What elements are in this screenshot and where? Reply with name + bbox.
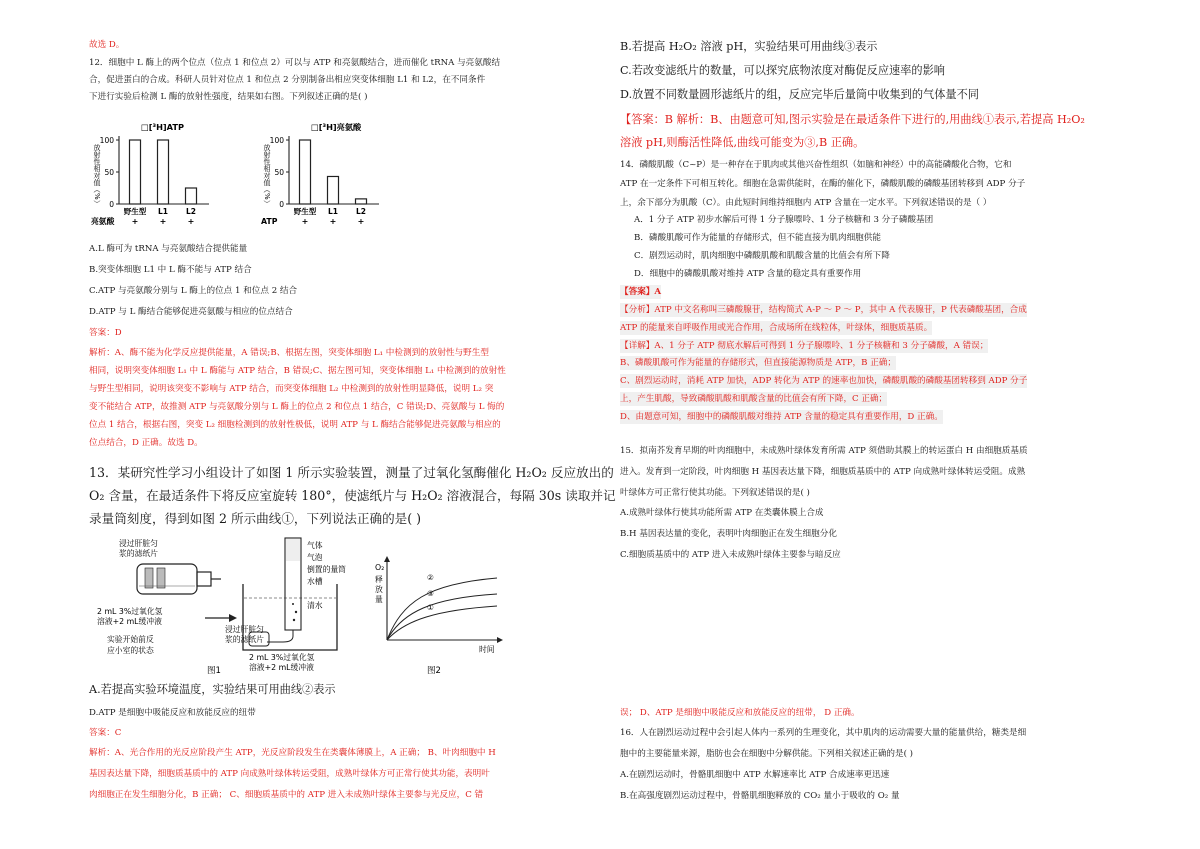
fig1-solution-label: 溶液+2 mL缓冲液: [97, 617, 162, 626]
fig1-arrow-head: [229, 614, 237, 622]
category-label: L1: [158, 207, 168, 216]
q15-stem-line: 15．拟南芥发育早期的叶肉细胞中，未成熟叶绿体发育所需 ATP 须借助其膜上的转运蛋白 H 由细胞质基质: [620, 446, 1028, 456]
q12-analysis-line: 变不能结合 ATP，故推测 ATP 与亮氨酸分别与 L 酶上的位点 2 和位点 1 结合，C 错误;D、亮氨酸与 L 悔的: [89, 402, 505, 412]
q12-stem-line: 合，促进蛋白的合成。科研人员针对位点 1 和位点 2 分别制备出相应突变体细胞 L1 和 L2，在不同条件: [89, 75, 486, 85]
row-mark: +: [329, 217, 337, 226]
q13-analysis-line: 基因表达量下降，细胞质基质中的 ATP 向成熟叶绿体转运受阻，成熟叶绿体方可正常行使其功能，表明叶: [89, 769, 490, 779]
fig1-right-label: 倒置的量筒: [307, 565, 346, 574]
bar: [158, 140, 169, 204]
q13-stem-line: O₂ 含量，在最适条件下将反应室旋转 180°，使滤纸片与 H₂O₂ 溶液混合，每隔 30s 读取并记: [89, 488, 616, 503]
category-label: L1: [328, 207, 338, 216]
row-mark: +: [159, 217, 167, 226]
q14-option-c: C．剧烈运动时，肌肉细胞中磷酸肌酸和肌酸含量的比值会有所下降: [634, 251, 890, 261]
q14-stem-line: 上，余下部分为肌酸（C）。由此短时间维持细胞内 ATP 含量在一定水平。下列叙述错误的是（ ）: [620, 198, 992, 208]
fig2-curve-label: ②: [427, 573, 434, 582]
fig2-curve-label: ③: [427, 589, 434, 598]
q12-bar-charts: [89, 118, 419, 238]
bar: [130, 140, 141, 204]
q14-analysis-line: B、磷酸肌酸可作为能量的存储形式，但直接能源物质是 ATP，B 正确；: [620, 358, 896, 368]
fig2-ylabel: O₂: [375, 563, 385, 572]
category-label: L2: [356, 207, 366, 216]
q12-answer: 答案：D: [89, 328, 122, 338]
bar: [186, 188, 197, 204]
bar: [356, 199, 367, 204]
fig2-curve-plot: [384, 556, 503, 643]
fig2-ylabel: 释: [375, 575, 383, 584]
fig1-right-label: 水槽: [307, 577, 323, 586]
q12-option-a: A.L 酶可为 tRNA 与亮氨酸结合提供能量: [89, 244, 248, 254]
q12-analysis-line: 位点 1 结合，根据右图，突变 L₂ 细胞检测到的放射性极低，说明 ATP 与 L 酶结合能够促进亮氨酸与相应的: [89, 420, 501, 430]
row-mark: +: [301, 217, 309, 226]
q13-answer: 答案：C: [89, 728, 122, 738]
row-label: ATP: [261, 217, 278, 226]
y-tick-label: 0: [109, 200, 114, 209]
q14-analysis-line: 上，产生肌酸，导致磷酸肌酸和肌酸含量的比值会有所下降，C 正确；: [620, 394, 888, 404]
q12-analysis-line: 位点结合，D 正确。故选 D。: [89, 438, 203, 448]
q12-analysis-line: 解析：A、酶不能为化学反应提供能量，A 错误;B、根据左图，突变体细胞 L₁ 中检测到的放射性与野生型: [89, 348, 489, 358]
q14-stem-line: 14．磷酸肌酸（C~P）是一种存在于肌肉或其他兴奋性组织（如脑和神经）中的高能磷酸化合物，它和: [620, 160, 1012, 170]
q16-option-b: B.在高强度剧烈运动过程中，骨骼肌细胞释放的 CO₂ 量小于吸收的 O₂ 量: [620, 791, 900, 801]
y-tick-label: 0: [279, 200, 284, 209]
q16-stem-line: 胞中的主要能量来源，脂肪也会在细胞中分解供能。下列相关叙述正确的是( ): [620, 749, 914, 759]
q12-stem-line: 12．细胞中 L 酶上的两个位点（位点 1 和位点 2）可以与 ATP 和亮氨酸结合，进而催化 tRNA 与亮氨酸结: [89, 58, 501, 68]
y-tick-label: 50: [104, 168, 114, 177]
fig2-xlabel: 时间: [479, 645, 495, 654]
q14-analysis-line: C、剧烈运动时，消耗 ATP 加快，ADP 转化为 ATP 的速率也加快，磷酸肌酸的磷酸基团转移到 ADP 分子: [620, 376, 1028, 386]
row-label: 亮氨酸: [91, 217, 115, 226]
fig1-right-label: 气泡: [307, 553, 323, 562]
q13-option-c: C.若改变滤纸片的数量，可以探究底物浓度对酶促反应速率的影响: [620, 64, 945, 77]
y-tick-label: 100: [269, 136, 284, 145]
category-label: L2: [186, 207, 196, 216]
q15-option-a: A.成熟叶绿体行使其功能所需 ATP 在类囊体膜上合成: [620, 508, 824, 518]
q15-option-c: C.细胞质基质中的 ATP 进入未成熟叶绿体主要参与暗反应: [620, 550, 841, 560]
q14-stem-line: ATP 在一定条件下可相互转化。细胞在急需供能时，在酶的催化下，磷酸肌酸的磷酸基团转移到 ADP 分子: [620, 179, 1026, 189]
q14-answer: 【答案】A: [620, 287, 662, 297]
q12-option-c: C.ATP 与亮氨酸分别与 L 酶上的位点 1 和位点 2 结合: [89, 286, 298, 296]
q13-stem-line: 13．某研究性学习小组设计了如图 1 所示实验装置，测量了过氧化氢酶催化 H₂O₂ 反应放出的: [89, 465, 614, 480]
q13-figures: [97, 532, 527, 677]
q15-analysis-tail: 误； D、ATP 是细胞中吸能反应和放能反应的纽带， D 正确。: [620, 708, 860, 718]
prev-answer-tail: 故选 D。: [89, 40, 125, 50]
q14-analysis-line: D、由题意可知，细胞中的磷酸肌酸对维持 ATP 含量的稳定具有重要作用，D 正确。: [620, 412, 943, 422]
q13-option-d: D.ATP 是细胞中吸能反应和放能反应的纽带: [89, 708, 256, 718]
fig1-caption: 图1: [207, 666, 221, 676]
row-mark: +: [187, 217, 195, 226]
q14-option-a: A．1 分子 ATP 初步水解后可得 1 分子腺嘌呤、1 分子核糖和 3 分子磷酸基团: [634, 215, 934, 225]
q13-analysis-line: 解析：A、光合作用的光反应阶段产生 ATP，光反应阶段发生在类囊体薄膜上，A 正确； B、叶肉细胞中 H: [89, 748, 496, 758]
q13-option-a: A.若提高实验环境温度，实验结果可用曲线②表示: [89, 683, 336, 696]
q13-answer-right: 溶液 pH,则酶活性降低,曲线可能变为③,B 正确。: [620, 136, 865, 149]
bar: [300, 140, 311, 204]
y-tick-label: 100: [99, 136, 114, 145]
fig1-state-label: 应小室的状态: [107, 646, 154, 655]
q12-stem-line: 下进行实验后检测 L 酶的放射性强度，结果如右图。下列叙述正确的是( ): [89, 92, 368, 102]
y-axis-label: 放射性相对值（%）: [93, 144, 101, 207]
q15-option-b: B.H 基因表达量的变化，表明叶肉细胞正在发生细胞分化: [620, 529, 837, 539]
q12-option-d: D.ATP 与 L 酶结合能够促进亮氨酸与相应的位点结合: [89, 307, 293, 317]
row-mark: +: [131, 217, 139, 226]
fig2-ylabel: 量: [375, 595, 383, 604]
fig1-right-label: 气体: [307, 541, 323, 550]
bar: [328, 176, 339, 204]
q14-option-d: D．细胞中的磷酸肌酸对维持 ATP 含量的稳定具有重要作用: [634, 269, 862, 279]
y-axis-label: 放射性相对值（%）: [263, 144, 271, 207]
q14-analysis-line: ATP 的能量来自呼吸作用或光合作用，合成场所在线粒体，叶绿体，细胞质基质。: [620, 323, 933, 333]
q12-analysis-line: 相同，说明突变体细胞 L₁ 中 L 酶能与 ATP 结合，B 错误;C、据左图可知，突变体细胞 L₁ 中检测到的放射性: [89, 366, 506, 376]
fig1-inner-solution: 溶液+2 mL缓冲液: [249, 663, 314, 672]
row-mark: +: [357, 217, 365, 226]
q12-analysis-line: 与野生型相同，说明该突变不影响与 ATP 结合，而突变体细胞 L₂ 中检测到的放射性明显降低，说明 L₂ 突: [89, 384, 494, 394]
fig1-filter-label: 浸过肝脏匀: [119, 539, 158, 548]
chart-legend: □[³H]亮氨酸: [311, 122, 362, 132]
q13-option-b: B.若提高 H₂O₂ 溶液 pH，实验结果可用曲线③表示: [620, 40, 878, 53]
q13-answer-right: 【答案：B 解析：B、由题意可知,图示实验是在最适条件下进行的,用曲线①表示,若提高 H₂O₂: [620, 113, 1085, 126]
q14-analysis-line: 【详解】A、1 分子 ATP 彻底水解后可得到 1 分子腺嘌呤、1 分子核糖和 3 分子磷酸，A 错误；: [620, 341, 989, 351]
chart-legend: □[³H]ATP: [141, 122, 184, 132]
q16-stem-line: 16．人在剧烈运动过程中会引起人体内一系列的生理变化，其中肌肉的运动需要大量的能量供给，糖类是细: [620, 728, 1027, 738]
fig1-filter-label: 浆的滤纸片: [119, 549, 158, 558]
q13-analysis-line: 肉细胞正在发生细胞分化，B 正确； C、细胞质基质中的 ATP 进入未成熟叶绿体主要参与光反应，C 错: [89, 790, 484, 800]
fig1-inner-filter: 浆的滤纸片: [225, 635, 264, 644]
fig2-ylabel: 放: [375, 585, 383, 594]
q13-stem-line: 录量筒刻度，得到如图 2 所示曲线①，下列说法正确的是( ): [89, 511, 422, 526]
q13-option-d-right: D.放置不同数量圆形滤纸片的组，反应完毕后量筒中收集到的气体量不同: [620, 88, 979, 101]
fig1-state-label: 实验开始前反: [107, 635, 154, 644]
category-label: 野生型: [293, 207, 317, 216]
fig1-inner-filter: 浸过肝脏匀: [225, 625, 264, 634]
q14-option-b: B．磷酸肌酸可作为能量的存储形式，但不能直接为肌肉细胞供能: [634, 233, 881, 243]
q15-stem-line: 叶绿体方可正常行使其功能。下列叙述错误的是( ): [620, 488, 810, 498]
fig2-curve-label: ①: [427, 603, 434, 612]
fig2-caption: 图2: [427, 666, 441, 676]
q15-stem-line: 进入。发育到一定阶段，叶肉细胞 H 基因表达量下降，细胞质基质中的 ATP 向成熟叶绿体转运受阻。成熟: [620, 467, 1026, 477]
fig1-reaction-chamber: [137, 564, 221, 594]
q14-analysis-line: 【分析】ATP 中文名称叫三磷酸腺苷，结构简式 A-P ～ P ～ P，其中 A 代表腺苷，P 代表磷酸基团，合成: [620, 305, 1027, 315]
fig1-inner-solution: 2 mL 3%过氧化氢: [249, 653, 315, 662]
q16-option-a: A.在剧烈运动时，骨骼肌细胞中 ATP 水解速率比 ATP 合成速率更迅速: [620, 770, 890, 780]
fig1-right-label: 清水: [307, 601, 323, 610]
y-tick-label: 50: [274, 168, 284, 177]
q12-option-b: B.突变体细胞 L1 中 L 酶不能与 ATP 结合: [89, 265, 252, 275]
category-label: 野生型: [123, 207, 147, 216]
fig1-solution-label: 2 mL 3%过氧化氢: [97, 607, 163, 616]
